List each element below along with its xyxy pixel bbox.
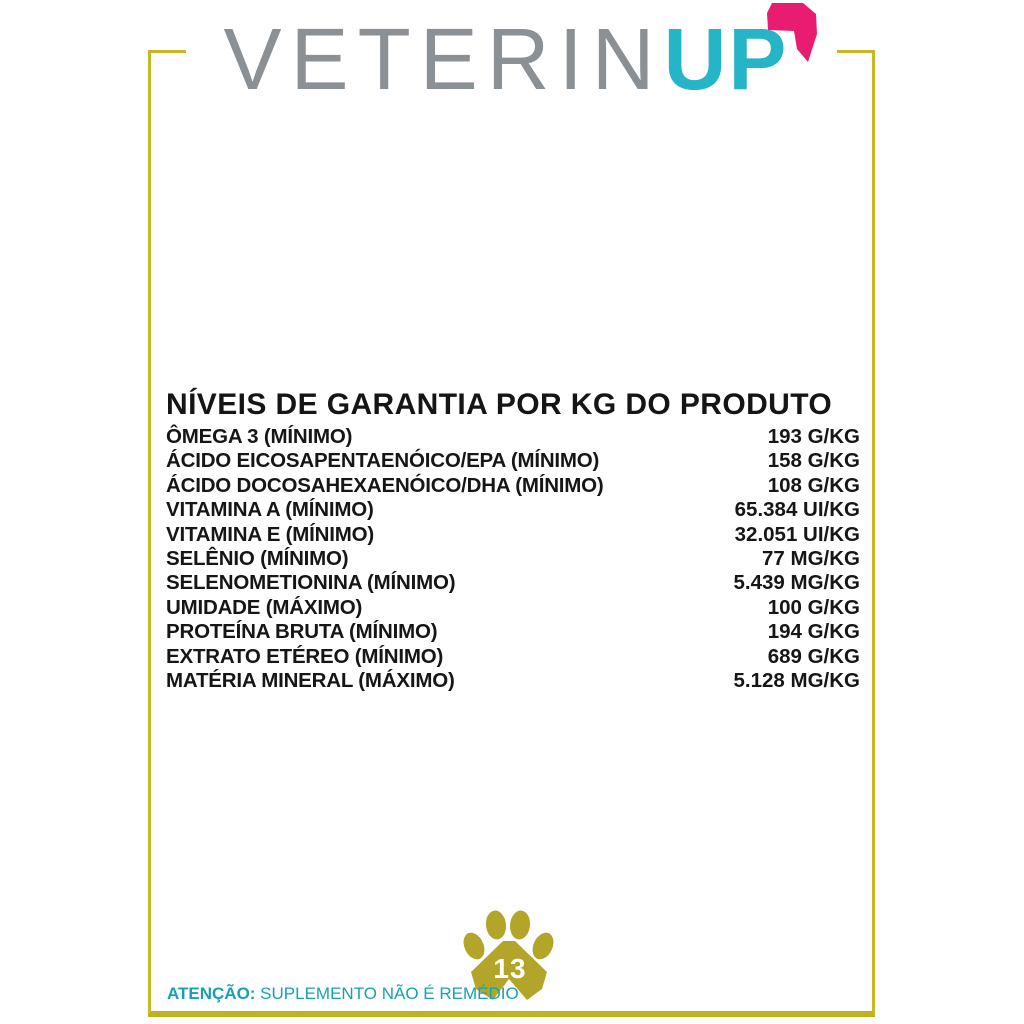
nutrient-value: 5.128 MG/KG bbox=[733, 668, 860, 692]
nutrient-value: 32.051 UI/KG bbox=[734, 522, 860, 546]
nutrient-value: 193 G/KG bbox=[767, 425, 860, 448]
brand-name-accent: UP bbox=[663, 11, 789, 108]
nutrient-label: VITAMINA A (MÍNIMO) bbox=[166, 498, 374, 522]
nutrient-label: SELÊNIO (MÍNIMO) bbox=[166, 546, 349, 570]
brand-logo bbox=[148, 11, 864, 108]
warning-text: SUPLEMENTO NÃO É REMÉDIO bbox=[255, 984, 519, 1003]
nutrient-value: 65.384 UI/KG bbox=[734, 498, 860, 522]
guarantee-heading: NÍVEIS DE GARANTIA POR KG DO PRODUTO bbox=[166, 388, 833, 421]
nutrient-value: 77 MG/KG bbox=[762, 546, 860, 570]
brand-name-primary: VETERIN bbox=[223, 11, 664, 108]
guarantee-table bbox=[166, 425, 860, 693]
nutrient-value: 100 G/KG bbox=[767, 595, 860, 619]
table-row bbox=[166, 620, 860, 644]
table-row bbox=[166, 669, 860, 693]
nutrient-label: EXTRATO ETÉREO (MÍNIMO) bbox=[166, 644, 444, 668]
table-row bbox=[166, 425, 860, 449]
table-row bbox=[166, 547, 860, 571]
pink-arrow-icon bbox=[766, 0, 819, 64]
nutrient-label: UMIDADE (MÁXIMO) bbox=[166, 595, 363, 619]
nutrient-label: MATÉRIA MINERAL (MÁXIMO) bbox=[166, 668, 455, 692]
table-row bbox=[166, 571, 860, 595]
table-row bbox=[166, 449, 860, 473]
nutrient-label: SELENOMETIONINA (MÍNIMO) bbox=[166, 571, 456, 595]
table-row bbox=[166, 474, 860, 498]
paw-toe-icon bbox=[485, 910, 508, 941]
table-row bbox=[166, 523, 860, 547]
paw-number: 13 bbox=[493, 953, 527, 984]
nutrient-label: VITAMINA E (MÍNIMO) bbox=[166, 522, 375, 546]
table-row bbox=[166, 498, 860, 522]
table-row bbox=[166, 645, 860, 669]
table-row bbox=[166, 596, 860, 620]
nutrient-value: 5.439 MG/KG bbox=[733, 571, 860, 595]
warning-prefix: ATENÇÃO: bbox=[167, 984, 256, 1003]
warning-line bbox=[167, 984, 519, 1004]
nutrient-label: ÁCIDO EICOSAPENTAENÓICO/EPA (MÍNIMO) bbox=[166, 449, 600, 473]
paw-toe-icon bbox=[528, 929, 557, 962]
nutrient-value: 108 G/KG bbox=[767, 473, 860, 497]
nutrient-label: ÔMEGA 3 (MÍNIMO) bbox=[166, 425, 353, 448]
nutrient-value: 689 G/KG bbox=[767, 644, 860, 668]
nutrient-label: ÁCIDO DOCOSAHEXAENÓICO/DHA (MÍNIMO) bbox=[166, 473, 604, 497]
nutrient-value: 194 G/KG bbox=[767, 620, 860, 644]
paw-toe-icon bbox=[459, 929, 488, 962]
paw-toe-icon bbox=[509, 910, 532, 941]
nutrient-value: 158 G/KG bbox=[767, 449, 860, 473]
nutrient-label: PROTEÍNA BRUTA (MÍNIMO) bbox=[166, 620, 438, 644]
